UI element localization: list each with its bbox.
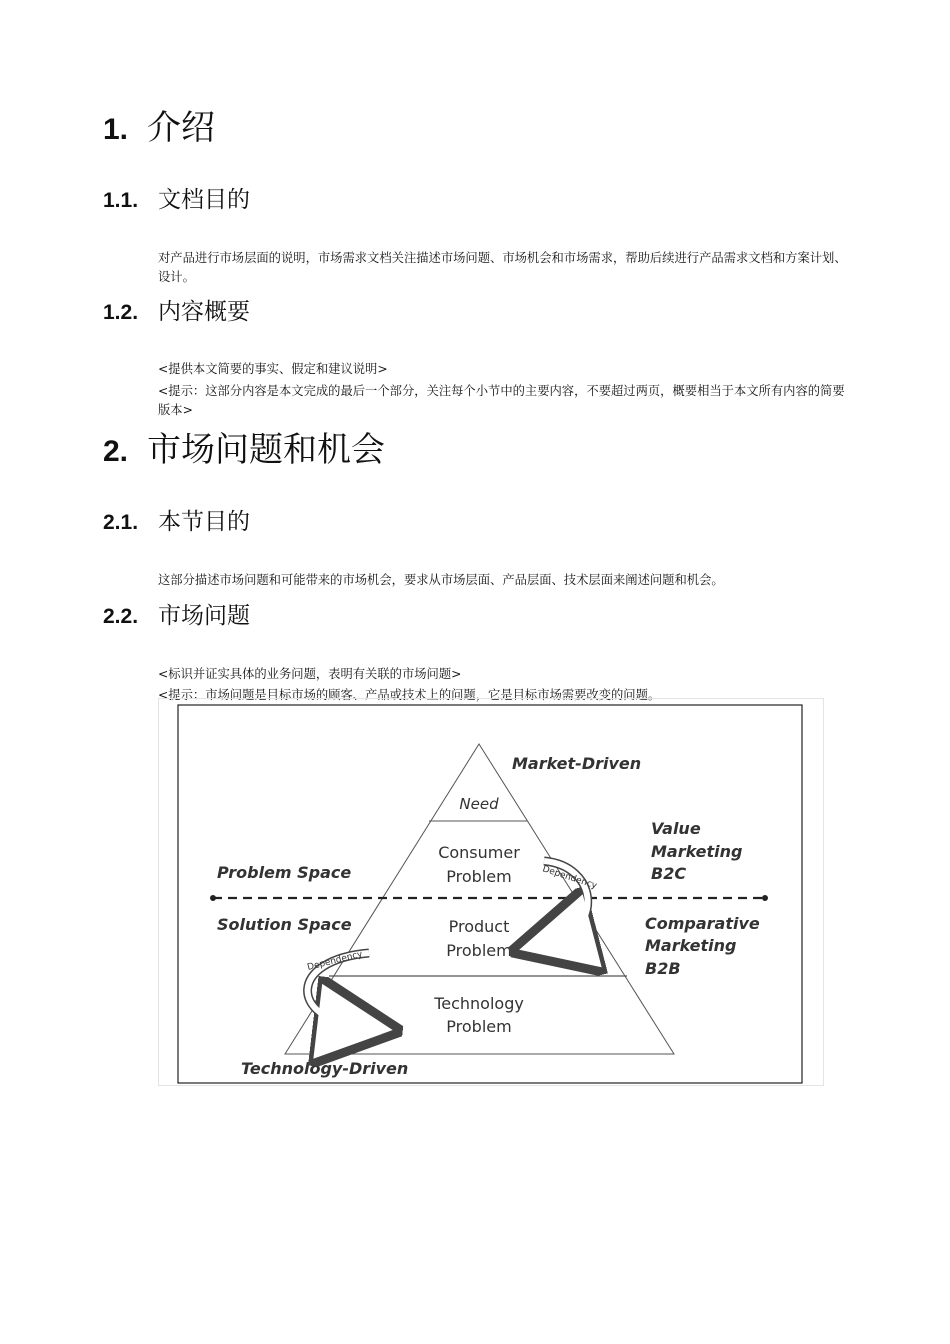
- product-label: Product: [448, 917, 510, 936]
- b2c-label: B2C: [651, 864, 687, 883]
- technology-problem-label: Problem: [446, 1017, 512, 1036]
- paragraph: <提供本文简要的事实、假定和建议说明>: [158, 362, 388, 376]
- need-label: Need: [459, 795, 499, 813]
- subsection-1-2-heading: [103, 298, 250, 327]
- problem-space-label: Problem Space: [217, 863, 352, 882]
- pyramid-diagram: [158, 698, 824, 1086]
- subsection-1-1-heading: [103, 186, 250, 215]
- separator-endpoint: [210, 895, 216, 901]
- technology-label: Technology: [434, 994, 524, 1013]
- paragraph: <标识并证实具体的业务问题，表明有关联的市场问题>: [158, 667, 462, 681]
- dependency-label-right: Dependency: [541, 864, 599, 892]
- paragraph: <提示：这部分内容是本文完成的最后一个部分，关注每个小节中的主要内容，不要超过两页，概要相当于本文所有内容的简要版本>: [158, 384, 845, 417]
- market-driven-label: Market-Driven: [512, 754, 642, 773]
- marketing-b2c-label: Marketing: [651, 842, 743, 861]
- solution-space-label: Solution Space: [217, 915, 352, 934]
- marketing-b2b-label: Marketing: [645, 936, 737, 955]
- subsection-number: 2.1.: [103, 511, 139, 534]
- section-2-heading: [103, 430, 385, 472]
- b2b-label: B2B: [645, 959, 681, 978]
- subsection-number: 1.2.: [103, 301, 139, 324]
- paragraph: 对产品进行市场层面的说明，市场需求文档关注描述市场问题、市场机会和市场需求，帮助后续进行产品需求文档和方案计划、设计。: [158, 251, 847, 284]
- subsection-1-1-body: [158, 249, 848, 287]
- technology-driven-label: Technology-Driven: [241, 1059, 409, 1078]
- subsection-number: 2.2.: [103, 605, 139, 628]
- section-number: 2.: [103, 435, 129, 468]
- subsection-2-1-heading: [103, 508, 250, 537]
- subsection-2-2-heading: [103, 602, 250, 631]
- paragraph: 这部分描述市场问题和可能带来的市场机会，要求从市场层面、产品层面、技术层面来阐述问题和机会。: [158, 573, 724, 587]
- subsection-title: 市场问题: [158, 603, 250, 629]
- consumer-label: Consumer: [438, 843, 520, 862]
- separator-endpoint: [762, 895, 768, 901]
- subsection-2-1-body: [158, 571, 848, 590]
- section-title: 市场问题和机会: [147, 430, 385, 470]
- section-number: 1.: [103, 113, 129, 146]
- dependency-label-left: Dependency: [306, 949, 364, 973]
- market-pyramid-figure: [158, 698, 824, 1086]
- section-title: 介绍: [147, 108, 215, 148]
- comparative-label: Comparative: [645, 914, 760, 933]
- subsection-title: 本节目的: [158, 509, 250, 535]
- paragraph: <提示：市场问题是目标市场的顾客、产品或技术上的问题，它是目标市场需要改变的问题。: [158, 688, 661, 702]
- section-1-heading: [103, 108, 215, 150]
- subsection-title: 文档目的: [158, 187, 250, 213]
- subsection-title: 内容概要: [158, 299, 250, 325]
- subsection-number: 1.1.: [103, 189, 139, 212]
- subsection-1-2-body: [158, 360, 848, 420]
- consumer-problem-label: Problem: [446, 867, 512, 886]
- product-problem-label: Problem: [446, 941, 512, 960]
- value-label: Value: [651, 819, 701, 838]
